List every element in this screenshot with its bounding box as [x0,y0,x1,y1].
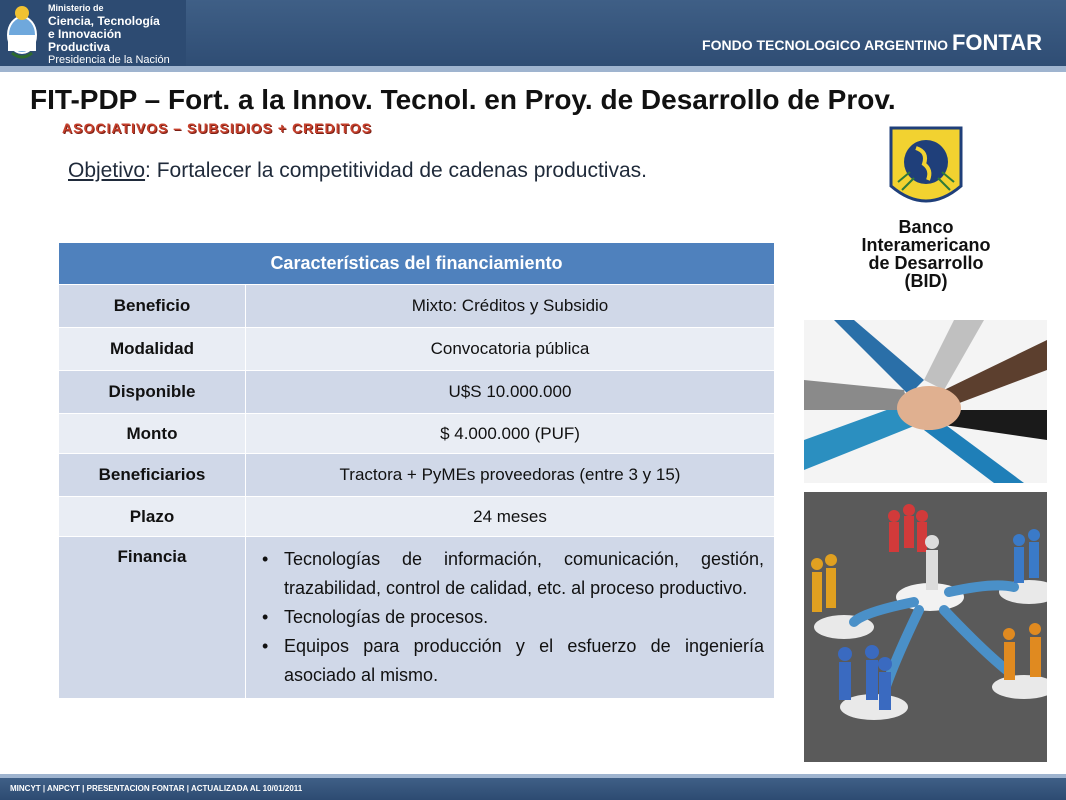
table-row [59,414,775,454]
objective-paragraph [68,156,804,186]
row-value: U$S 10.000.000 [246,371,775,414]
bid-logo [836,124,1016,294]
row-label: Modalidad [59,328,246,371]
ministry-line2: Ciencia, Tecnología [48,14,160,28]
hands-together-image [804,320,1047,483]
objective-label: Objetivo [68,159,146,182]
table-row [59,497,775,537]
ministry-line3: e Innovación Productiva [48,27,122,54]
list-item: • Tecnologías de procesos. [256,603,764,632]
row-label: Monto [59,414,246,454]
bid-line1: Banco [898,217,954,237]
row-label: Disponible [59,371,246,414]
argentina-seal-icon [4,3,40,61]
row-value: Mixto: Créditos y Subsidio [246,285,775,328]
row-label: Beneficio [59,285,246,328]
fund-label: FONDO TECNOLOGICO ARGENTINO [702,37,949,53]
table-row [59,454,775,497]
table-row [59,371,775,414]
top-banner [0,0,1066,66]
row-label: Plazo [59,497,246,537]
bottom-banner [0,778,1066,800]
table-row [59,537,775,699]
list-item: • Tecnologías de información, comunicación, gestión, trazabilidad, control de calidad, etc. al proceso productivo. [256,545,764,603]
ministry-line1: Ministerio de [48,3,104,13]
bid-line4: (BID) [904,271,948,291]
page-title: FIT-PDP – Fort. a la Innov. Tecnol. en Proy. de Desarrollo de Prov. [30,84,896,115]
ministry-line4: Presidencia de la Nación [48,54,170,66]
row-value: Tractora + PyMEs proveedoras (entre 3 y 15) [246,454,775,497]
fund-name [702,30,1042,56]
row-value: Convocatoria pública [246,328,775,371]
list-item: • Equipos para producción y el esfuerzo de ingeniería asociado al mismo. [256,632,764,690]
row-label: Financia [59,537,246,699]
financing-table [58,242,775,699]
header-divider [0,66,1066,72]
footer-text: MINCYT | ANPCYT | PRESENTACION FONTAR | ACTUALIZADA AL 10/01/2011 [10,784,303,793]
page-subtitle: ASOCIATIVOS – SUBSIDIOS + CREDITOS [62,120,373,136]
row-value: 24 meses [246,497,775,537]
objective-text: : Fortalecer la competitividad de cadenas productivas. [145,159,647,182]
fund-acronym: FONTAR [951,30,1042,55]
network-people-image [804,492,1047,762]
financia-list-cell [246,537,775,699]
table-header: Características del financiamiento [59,243,775,285]
bid-line3: de Desarrollo [868,253,984,273]
ministry-logo [0,0,186,66]
table-row [59,285,775,328]
bid-line2: Interamericano [861,235,991,255]
row-value: $ 4.000.000 (PUF) [246,414,775,454]
financia-list [246,537,774,698]
row-label: Beneficiarios [59,454,246,497]
bid-emblem-icon [836,124,1016,216]
table-row [59,328,775,371]
